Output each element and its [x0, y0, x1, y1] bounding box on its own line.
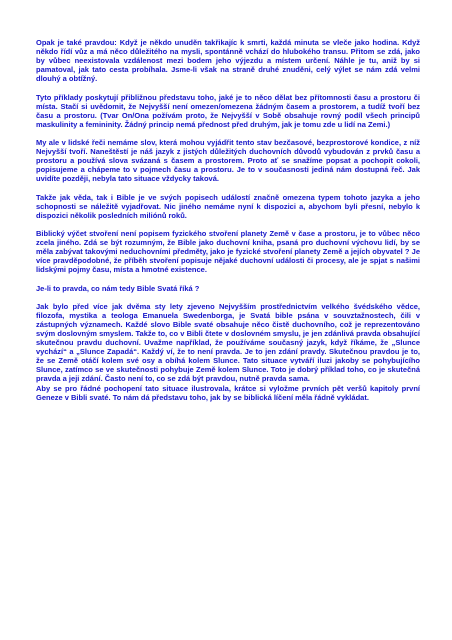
- paragraph-2: Tyto příklady poskytují přibližnou představu toho, jaké je to něco dělat bez přítomnosti času a prostoru či místa. Stačí si uvědomit, že Nejvyšší není omezen/omezena žádným časem a prostorem, a tudíž tvoří bez času a prostoru. (Tvar On/Ona požívám proto, že Nejvyšší v Sobě obsahuje rovný podíl všech principů maskulinity a femininity. Žádný princip nemá přednost před druhým, jak je tomu zde u lidí na Zemi.): [36, 92, 420, 129]
- paragraph-1: Opak je také pravdou: Když je někdo unuděn takřikajíc k smrti, každá minuta se vleče jako hodina. Když někdo řídí vůz a má něco důležitého na mysli, spontánně vchází do hlubokého transu. Přitom se zdá, jako by vůbec neexistovala vzdálenost mezi bodem jeho výjezdu a místem určení. Náhle je tu, aniž by si pamatoval, jak tato cesta probíhala. Jsme-li však na straně druhé znuděni, celý výlet se nám zdá velmi dlouhý a obtížný.: [36, 38, 420, 84]
- paragraph-4: Takže jak věda, tak i Bible je ve svých popisech událostí značně omezena typem tohoto jazyka a jeho schopnosti se náležitě vyjadřovat. Nic jiného nemáme nyní k dispozici a, abychom byli přesní, nebylo k dispozici několik posledních miliónů roků.: [36, 192, 420, 220]
- section-question: Je-li to pravda, co nám tedy Bible Svatá říká ?: [36, 283, 200, 293]
- paragraph-5: Biblický výčet stvoření není popisem fyzického stvoření planety Země v čase a prostoru, je to vůbec něco zcela jiného. Zdá se být rozumným, že Bible jako duchovní kniha, psaná pro duchovní výchovu lidí, by se měla zabývat takovými neduchovními předměty, jako je fyzické stvoření planety Země a jejích obyvatel ? Je více pravděpodobné, že příběh stvoření popisuje nějaké duchovní události či procesy, ale je spjat s našimi lidskými pojmy času, místa a hmotné existence.: [36, 228, 420, 275]
- paragraph-6: Jak bylo před více jak dvěma sty lety zjeveno Nejvyšším prostřednictvím velkého švédského vědce, filozofa, mystika a teologa Emanuela Swedenborga, je Svatá bible psána v souvztažnostech, čili v zástupných významech. Každé slovo Bible svaté obsahuje něco čistě duchovního, což je reprezentováno svým doslovným smyslem. Takže to, co v Bibli čtete v doslovném smyslu, je jen zdánlivá pravda obsahující skutečnou pravdu duchovní. Uvažme například, že používáme současný jazyk, když říkáme, že „Slunce vychází“ a „Slunce Zapadá“. Každý ví, že to není pravda. Je to jen zdání pravdy. Skutečnou pravdou je to, že se Země otáčí kolem své osy a obíhá kolem Slunce. Tato situace vytváří iluzi jakoby se pohybujícího Slunce, zatímco se ve skutečnosti pohybuje Země kolem Slunce. Toto je dobrý příklad toho, co je skutečná pravda a jeji zdání. Často není to, co se zdá být pravdou, nutně pravda sama.: [36, 301, 420, 384]
- paragraph-7: Aby se pro řádné pochopení tato situace ilustrovala, krátce si vyložme prvních pět veršů kapitoly první Geneze v Bibli svaté. To nám dá představu toho, jak by se biblická líčení měla řádně vykládat.: [36, 383, 420, 402]
- paragraph-3: My ale v lidské řeči nemáme slov, která mohou vyjádřit tento stav bezčasové, bezprostorové kondice, z níž Nejvyšší tvoří. Naneštěstí je náš jazyk z jistých důležitých duchovních důvodů vybudován z prvků času a prostoru a používá slova svázaná s časem a prostorem. Proto ať se snažíme popsat a pochopit cokoli, popisujeme a chápeme to v pojmech času a prostoru. Je to v současnosti jediná nám dostupná řeč. Jak uvidíte později, nebyla tato situace vždycky taková.: [36, 138, 420, 184]
- document-body: [36, 38, 420, 411]
